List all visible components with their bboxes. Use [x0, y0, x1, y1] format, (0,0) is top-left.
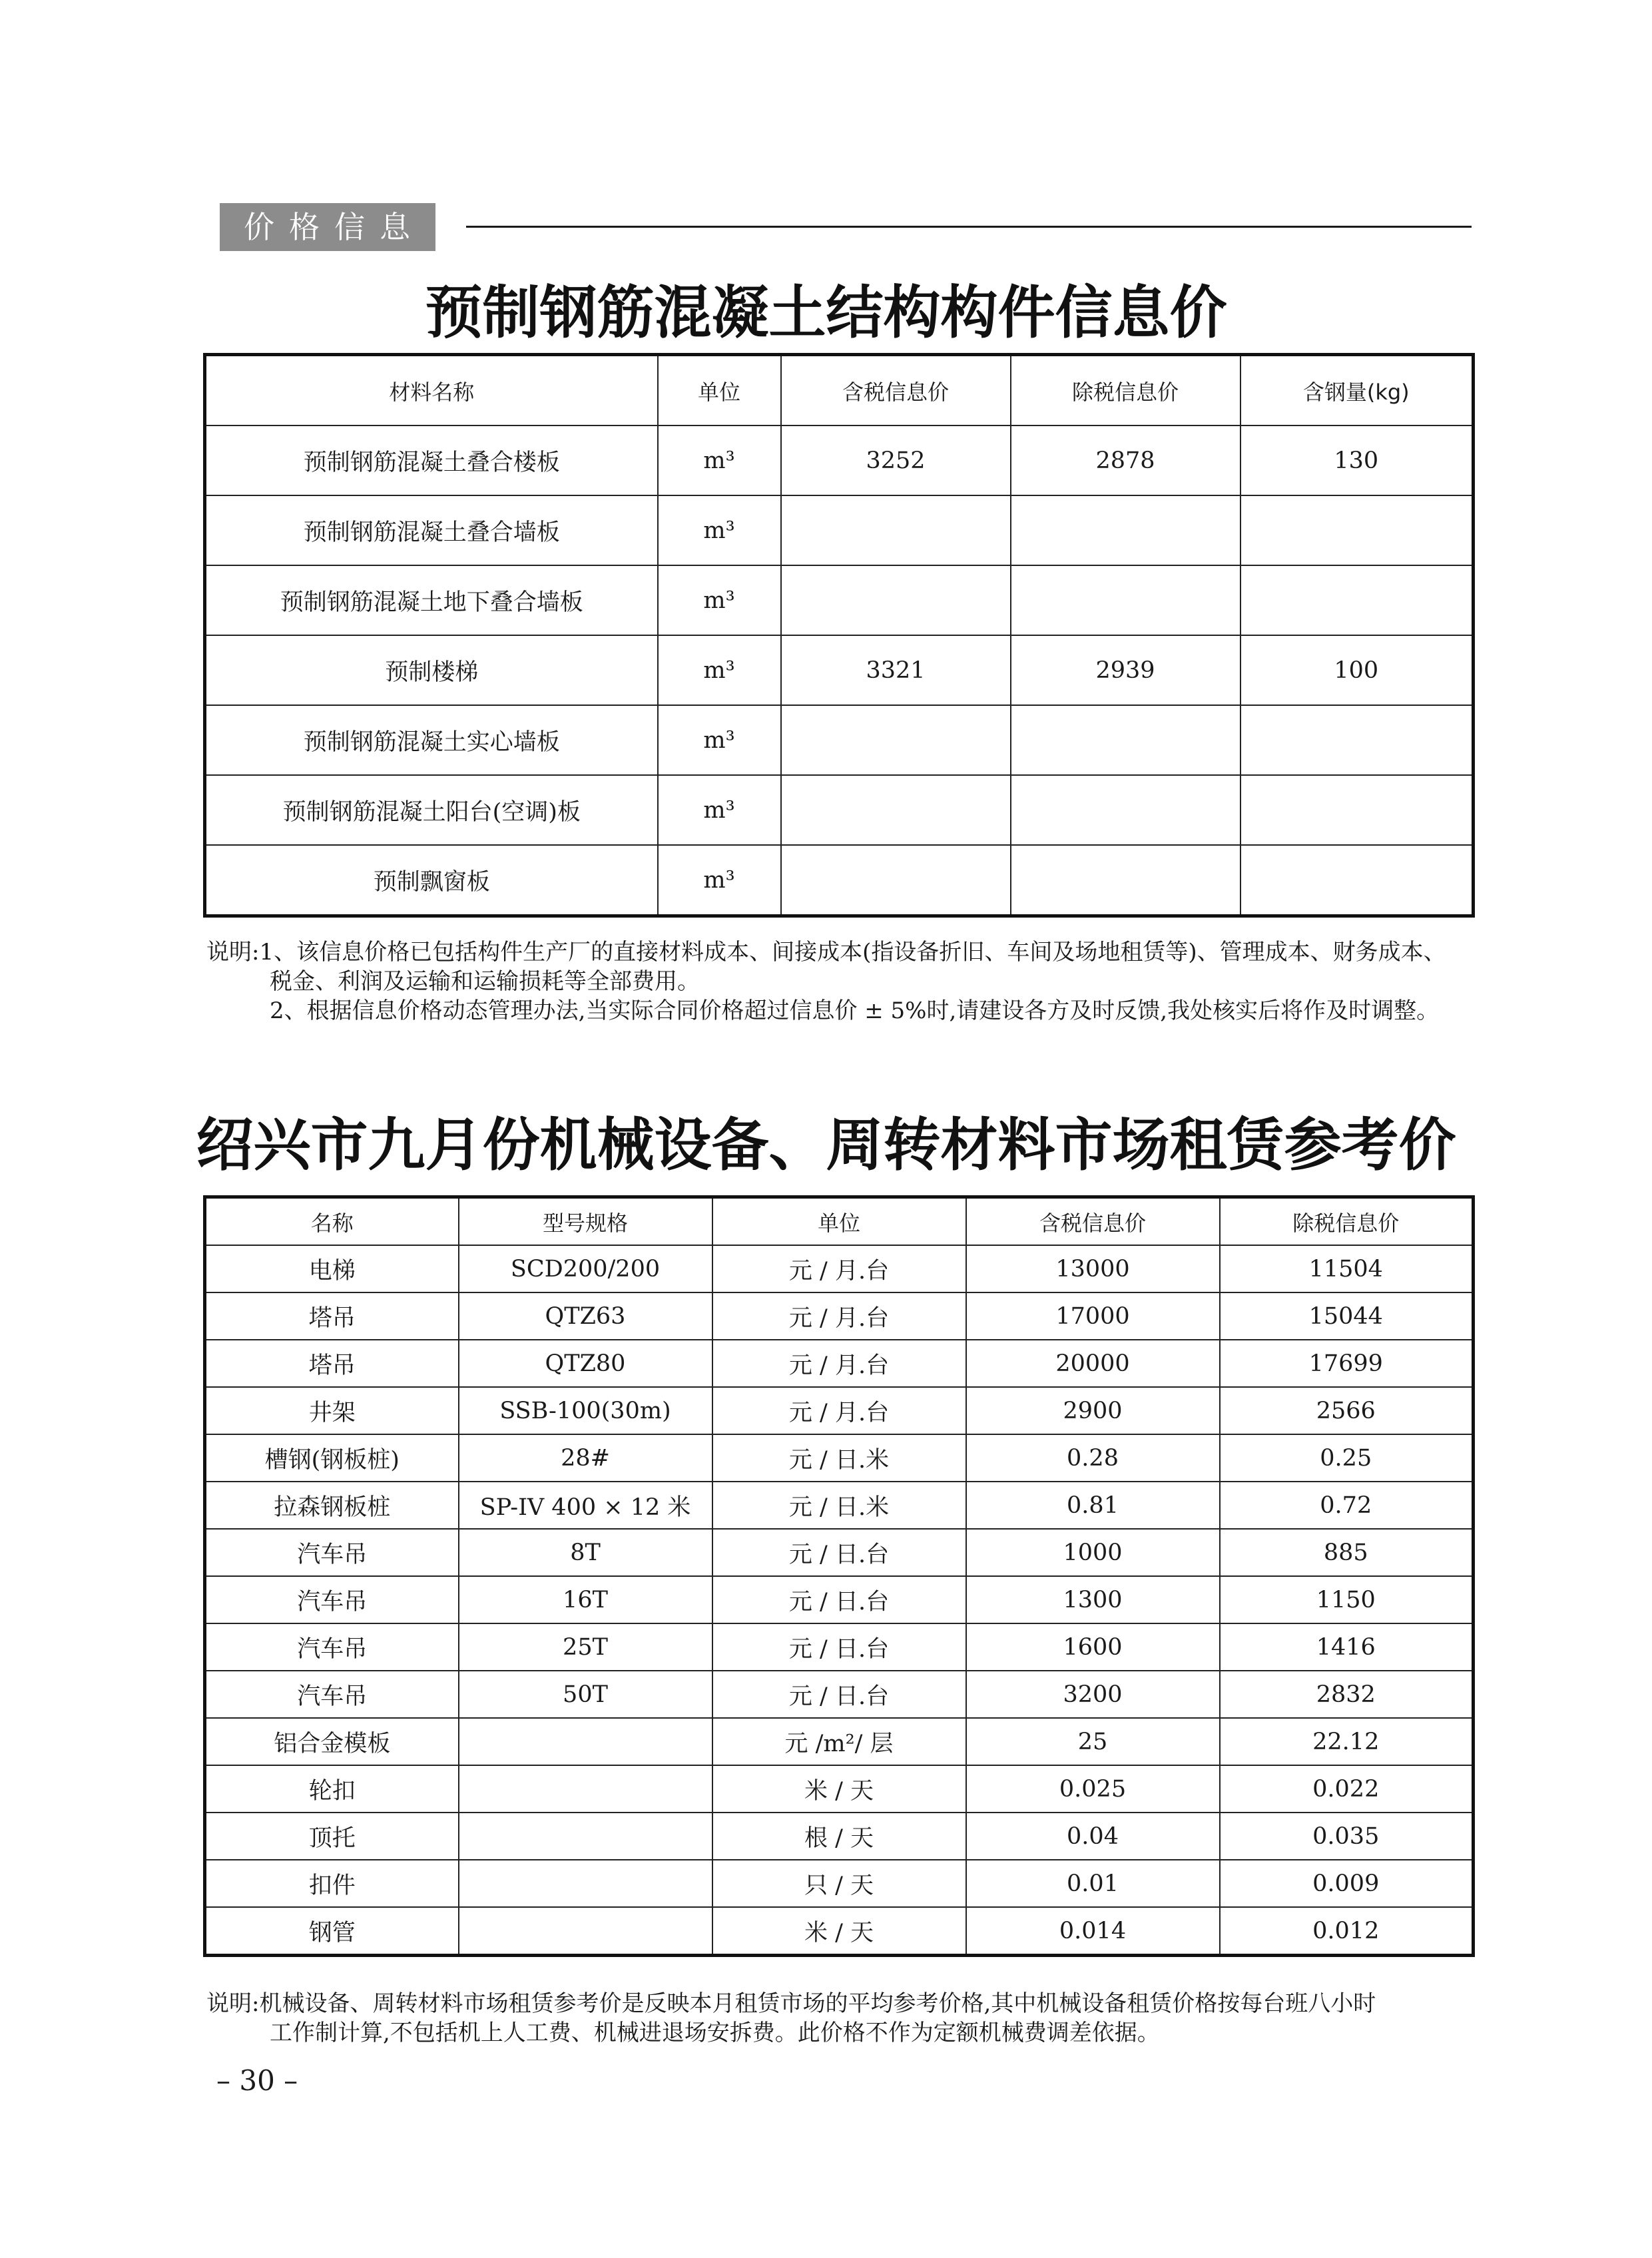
table-cell: m³: [658, 845, 781, 916]
table-cell: [781, 495, 1011, 565]
table-row: [205, 775, 1474, 845]
table-cell: 885: [1220, 1529, 1474, 1576]
table-row: [205, 1813, 1474, 1860]
table-cell: 预制飘窗板: [205, 845, 658, 916]
table-cell: 2939: [1011, 635, 1240, 705]
table-cell: m³: [658, 775, 781, 845]
note-line: 2、根据信息价格动态管理办法,当实际合同价格超过信息价 ± 5%时,请建设各方及时反馈,我处核实后将作及时调整。: [270, 997, 1440, 1024]
table-cell: 2832: [1220, 1671, 1474, 1718]
table-cell: [1240, 845, 1474, 916]
table-cell: 预制钢筋混凝土叠合墙板: [205, 495, 658, 565]
table-cell: [1011, 495, 1240, 565]
table-row: [205, 1671, 1474, 1718]
table-cell: 元 / 日.台: [712, 1671, 966, 1718]
table-cell: 拉森钢板桩: [205, 1482, 459, 1529]
table-cell: [1240, 495, 1474, 565]
table-cell: 0.035: [1220, 1813, 1474, 1860]
table-row: [205, 1245, 1474, 1292]
table-row: [205, 705, 1474, 775]
table-row: [205, 1292, 1474, 1340]
table-cell: m³: [658, 495, 781, 565]
table-cell: 16T: [459, 1576, 712, 1623]
table-cell: 米 / 天: [712, 1765, 966, 1813]
table-cell: 元 /m²/ 层: [712, 1718, 966, 1765]
table-cell: 1000: [966, 1529, 1220, 1576]
table-row: [205, 1387, 1474, 1434]
table-cell: [781, 845, 1011, 916]
table-row: [205, 1482, 1474, 1529]
table-cell: [1240, 565, 1474, 635]
table-cell: 0.04: [966, 1813, 1220, 1860]
table-cell: 元 / 月.台: [712, 1387, 966, 1434]
table-cell: 米 / 天: [712, 1907, 966, 1956]
table-cell: 元 / 月.台: [712, 1245, 966, 1292]
table-cell: 元 / 月.台: [712, 1340, 966, 1387]
precast-price-table: [203, 353, 1475, 918]
table-cell: 0.022: [1220, 1765, 1474, 1813]
table-row: [205, 565, 1474, 635]
table-cell: 0.01: [966, 1860, 1220, 1907]
table-row: [205, 425, 1474, 495]
table-cell: 预制钢筋混凝土地下叠合墙板: [205, 565, 658, 635]
column-header: 除税信息价: [1011, 355, 1240, 426]
table-cell: 1416: [1220, 1623, 1474, 1671]
table-cell: 顶托: [205, 1813, 459, 1860]
table-cell: 3321: [781, 635, 1011, 705]
table-row: [205, 1860, 1474, 1907]
table-cell: [459, 1718, 712, 1765]
table-row: [205, 1765, 1474, 1813]
table-row: [205, 1718, 1474, 1765]
table-cell: 元 / 月.台: [712, 1292, 966, 1340]
note-line: 说明:1、该信息价格已包括构件生产厂的直接材料成本、间接成本(指设备折旧、车间及场地租赁等)、管理成本、财务成本、: [206, 939, 1446, 966]
note-line: 工作制计算,不包括机上人工费、机械进退场安拆费。此价格不作为定额机械费调差依据。: [270, 2020, 1160, 2046]
table-cell: 塔吊: [205, 1292, 459, 1340]
table-cell: 汽车吊: [205, 1671, 459, 1718]
table-cell: 3252: [781, 425, 1011, 495]
table-cell: 扣件: [205, 1860, 459, 1907]
table-cell: 0.81: [966, 1482, 1220, 1529]
table-cell: 13000: [966, 1245, 1220, 1292]
table-cell: [459, 1813, 712, 1860]
table-cell: 塔吊: [205, 1340, 459, 1387]
table-cell: 25T: [459, 1623, 712, 1671]
table1-notes: [206, 938, 1485, 1025]
table-cell: 17699: [1220, 1340, 1474, 1387]
table-cell: [459, 1765, 712, 1813]
table-cell: 20000: [966, 1340, 1220, 1387]
table2-title: 绍兴市九月份机械设备、周转材料市场租赁参考价: [196, 1111, 1456, 1179]
table-cell: 28#: [459, 1434, 712, 1482]
table-cell: [459, 1860, 712, 1907]
table-cell: [1011, 565, 1240, 635]
note-line: 税金、利润及运输和运输损耗等全部费用。: [270, 968, 700, 995]
table-cell: 元 / 日.台: [712, 1529, 966, 1576]
table-row: [205, 1529, 1474, 1576]
table-row: [205, 1434, 1474, 1482]
table-cell: 槽钢(钢板桩): [205, 1434, 459, 1482]
column-header: 单位: [712, 1197, 966, 1246]
table-cell: 铝合金模板: [205, 1718, 459, 1765]
table-cell: [781, 705, 1011, 775]
table-cell: 电梯: [205, 1245, 459, 1292]
table-row: [205, 845, 1474, 916]
table-cell: m³: [658, 425, 781, 495]
table-cell: [781, 775, 1011, 845]
table-cell: 1150: [1220, 1576, 1474, 1623]
table-cell: 只 / 天: [712, 1860, 966, 1907]
column-header: 名称: [205, 1197, 459, 1246]
table-cell: 汽车吊: [205, 1576, 459, 1623]
column-header: 材料名称: [205, 355, 658, 426]
table-cell: 轮扣: [205, 1765, 459, 1813]
table-cell: 0.014: [966, 1907, 1220, 1956]
table-cell: 0.012: [1220, 1907, 1474, 1956]
table-cell: 元 / 日.台: [712, 1576, 966, 1623]
table-cell: 130: [1240, 425, 1474, 495]
column-header: 含税信息价: [966, 1197, 1220, 1246]
header-rule: [466, 226, 1472, 228]
table-cell: SP-IV 400 × 12 米: [459, 1482, 712, 1529]
table-cell: 25: [966, 1718, 1220, 1765]
table-row: [205, 1340, 1474, 1387]
table-cell: 预制钢筋混凝土实心墙板: [205, 705, 658, 775]
table-cell: 预制楼梯: [205, 635, 658, 705]
note-line: 说明:机械设备、周转材料市场租赁参考价是反映本月租赁市场的平均参考价格,其中机械设备租赁价格按每台班八小时: [206, 1990, 1376, 2017]
table-cell: 元 / 日.台: [712, 1623, 966, 1671]
table-cell: 1300: [966, 1576, 1220, 1623]
table-cell: 预制钢筋混凝土叠合楼板: [205, 425, 658, 495]
table-row: [205, 635, 1474, 705]
table-cell: [781, 565, 1011, 635]
table-cell: 15044: [1220, 1292, 1474, 1340]
table-header-row: [205, 1197, 1474, 1246]
table-row: [205, 495, 1474, 565]
table-cell: [1011, 705, 1240, 775]
table-cell: 元 / 日.米: [712, 1482, 966, 1529]
table-header-row: [205, 355, 1474, 426]
table-cell: [1011, 845, 1240, 916]
table-cell: 22.12: [1220, 1718, 1474, 1765]
table-cell: 2878: [1011, 425, 1240, 495]
column-header: 单位: [658, 355, 781, 426]
table-cell: 1600: [966, 1623, 1220, 1671]
table-cell: SCD200/200: [459, 1245, 712, 1292]
table-cell: m³: [658, 635, 781, 705]
table2-notes: [206, 1989, 1485, 2048]
table-cell: 17000: [966, 1292, 1220, 1340]
table-cell: 3200: [966, 1671, 1220, 1718]
table-cell: 0.025: [966, 1765, 1220, 1813]
table-row: [205, 1907, 1474, 1956]
table-cell: 100: [1240, 635, 1474, 705]
column-header: 含钢量(kg): [1240, 355, 1474, 426]
page-number: – 30 –: [216, 2064, 298, 2097]
section-tag: 价格信息: [220, 203, 435, 251]
table1-title: 预制钢筋混凝土结构构件信息价: [425, 279, 1227, 346]
table-cell: 2566: [1220, 1387, 1474, 1434]
table-cell: 2900: [966, 1387, 1220, 1434]
table-cell: 0.25: [1220, 1434, 1474, 1482]
column-header: 型号规格: [459, 1197, 712, 1246]
table-cell: QTZ80: [459, 1340, 712, 1387]
table-cell: 根 / 天: [712, 1813, 966, 1860]
table-cell: QTZ63: [459, 1292, 712, 1340]
table-cell: 50T: [459, 1671, 712, 1718]
table-cell: 钢管: [205, 1907, 459, 1956]
table-row: [205, 1623, 1474, 1671]
section-header: [220, 203, 435, 251]
table-row: [205, 1576, 1474, 1623]
table-cell: 8T: [459, 1529, 712, 1576]
table-cell: [1011, 775, 1240, 845]
table-cell: [1240, 705, 1474, 775]
column-header: 除税信息价: [1220, 1197, 1474, 1246]
table-cell: m³: [658, 705, 781, 775]
table-cell: 汽车吊: [205, 1623, 459, 1671]
table-cell: 汽车吊: [205, 1529, 459, 1576]
table-cell: SSB-100(30m): [459, 1387, 712, 1434]
table-cell: 预制钢筋混凝土阳台(空调)板: [205, 775, 658, 845]
table-cell: 0.009: [1220, 1860, 1474, 1907]
table-cell: 11504: [1220, 1245, 1474, 1292]
column-header: 含税信息价: [781, 355, 1011, 426]
rental-price-table: [203, 1195, 1475, 1957]
table-cell: 元 / 日.米: [712, 1434, 966, 1482]
table-cell: [1240, 775, 1474, 845]
table-cell: m³: [658, 565, 781, 635]
table-cell: 0.28: [966, 1434, 1220, 1482]
table-cell: 0.72: [1220, 1482, 1474, 1529]
table-cell: 井架: [205, 1387, 459, 1434]
table-cell: [459, 1907, 712, 1956]
